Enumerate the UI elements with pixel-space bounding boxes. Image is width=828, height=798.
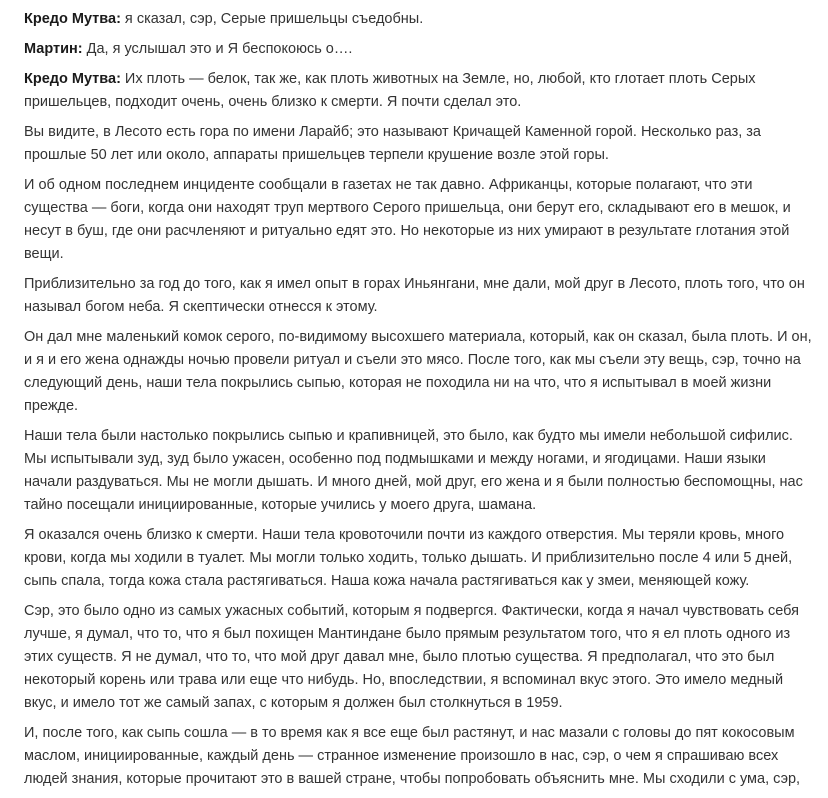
paragraph-text: я сказал, сэр, Серые пришельцы съедобны. [120, 11, 424, 27]
paragraph-text: И об одном последнем инциденте сообщали в газетах не так давно. Африканцы, которые полагают, что эти существа — боги, когда они находят труп мертвого Серого пришельца, они берут его, складывают его в мешок, и несут в буш, где они расчленяют и ритуально едят это. Но некоторые из них умирают в результате глотания этой вещи. [24, 177, 791, 262]
paragraph-text: Приблизительно за год до того, как я имел опыт в горах Иньянгани, мне дали, мой друг в Лесото, плоть того, что он называл богом неба. Я скептически отнесся к этому. [24, 276, 805, 315]
paragraph-text: Да, я услышал это и Я беспокоюсь о…. [82, 41, 353, 57]
article-body [24, 8, 814, 798]
paragraph-4 [24, 121, 814, 167]
paragraph-text: Я оказался очень близко к смерти. Наши тела кровоточили почти из каждого отверстия. Мы теряли кровь, много крови, когда мы ходили в туалет. Мы могли только ходить, только дышать. И приблизительно после 4 или 5 дней, сыпь спала, тогда кожа стала растягиваться. Наша кожа начала растягиваться как у змеи, меняющей кожу. [24, 527, 793, 589]
paragraph-8 [24, 425, 814, 517]
paragraph-9 [24, 524, 814, 593]
paragraph-1 [24, 8, 814, 31]
paragraph-3 [24, 68, 814, 114]
paragraph-text: Их плоть — белок, так же, как плоть животных на Земле, но, любой, кто глотает плоть Серых пришельцев, подходит очень, очень близко к смерти. Я почти сделал это. [24, 71, 756, 110]
paragraph-10 [24, 600, 814, 715]
paragraph-text: Он дал мне маленький комок серого, по-видимому высохшего материала, который, как он сказал, была плоть. И он, и я и его жена однажды ночью провели ритуал и съели это мясо. После того, как мы съели эту вещь, сэр, точно на следующий день, наши тела покрылись сыпью, которая не походила ни на что, что я испытывал в моей жизни прежде. [24, 329, 812, 414]
paragraph-text: Наши тела были настолько покрылись сыпью и крапивницей, это было, как будто мы имели небольшой сифилис. Мы испытывали зуд, зуд было ужасен, особенно под подмышками и между ногами, и ягодицами. Наши языки начали раздуваться. Мы не могли дышать. И много дней, мой друг, его жена и я были полностью беспомощны, нас тайно посещали инициированные, которые учились у моего друга, шамана. [24, 428, 803, 513]
paragraph-7 [24, 326, 814, 418]
paragraph-text: Сэр, это было одно из самых ужасных событий, которым я подвергся. Фактически, когда я начал чувствовать себя лучше, я думал, что то, что я был похищен Мантиндане было прямым результатом того, что я ел плоть одного из этих существ. Я не думал, что то, что мой друг давал мне, было плотью существа. Я предполагал, что это был некоторый корень или трава или еще что нибудь. Но, впоследствии, я вспоминал вкус этого. Это имело медный вкус, и имело тот же самый запах, с которым я должен был столкнуться в 1959. [24, 603, 799, 711]
paragraph-text: И, после того, как сыпь сошла — в то время как я все еще был растянут, и нас мазали с головы до пят кокосовым маслом, инициированные, каждый день — странное изменение произошло в нас, сэр, о чем я спрашиваю всех людей знания, которые прочитают это в вашей стране, чтобы попробовать объяснить мне. Мы сходили с ума, сэр, [24, 725, 801, 787]
paragraph-5 [24, 174, 814, 266]
paragraph-6 [24, 273, 814, 319]
paragraph-text: Вы видите, в Лесото есть гора по имени Ларайб; это называют Кричащей Каменной горой. Несколько раз, за прошлые 50 лет или около, аппараты пришельцев терпели крушение возле этой горы. [24, 124, 761, 163]
speaker-label: Кредо Мутва: [24, 71, 121, 87]
speaker-label: Мартин: [24, 41, 83, 57]
paragraph-11 [24, 722, 814, 791]
paragraph-2 [24, 38, 814, 61]
speaker-label: Кредо Мутва: [24, 11, 121, 27]
